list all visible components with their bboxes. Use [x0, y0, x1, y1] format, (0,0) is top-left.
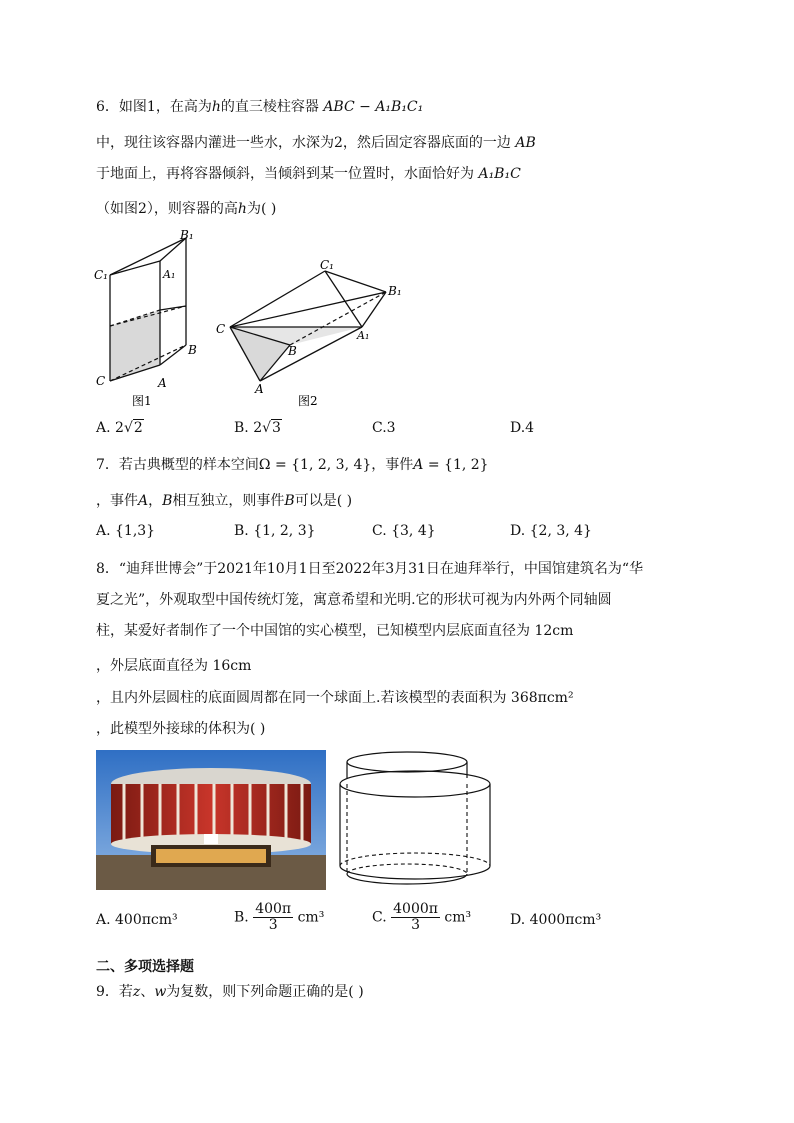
q6-line-3: 于地面上，再将容器倾斜，当倾斜到某一位置时，水面恰好为 A₁B₁C: [96, 166, 521, 182]
q8-option-c[interactable]: C. $\frac{4000\pi}{3}$ cm³: [372, 901, 472, 933]
q6-line-1: 6．如图1，在高为h的直三棱柱容器 ABC − A₁B₁C₁: [96, 99, 424, 115]
fig2-label-b: B: [288, 344, 297, 358]
q6-prism-formula: ABC − A₁B₁C₁: [323, 99, 424, 115]
q7-option-a[interactable]: A. {1,3}: [96, 523, 156, 539]
q6-line-2: 中，现往该容器内灌进一些水，水深为2，然后固定容器底面的一边 AB: [96, 135, 536, 151]
fig2-label-a: A: [255, 382, 264, 396]
q6-option-a[interactable]: A. 2√2: [96, 420, 143, 436]
fig1-label-b1: B₁: [180, 228, 194, 242]
q6-option-d[interactable]: D.4: [510, 420, 535, 436]
fig2-label-c: C: [216, 322, 226, 336]
q7-line-1: 7．若古典概型的样本空间Ω = {1, 2, 3, 4}，事件A = {1, 2}: [96, 457, 489, 473]
q8-line-5: ，且内外层圆柱的底面圆周都在同一个球面上.若该模型的表面积为 368πcm²: [96, 690, 574, 706]
fig1-caption: 图1: [132, 394, 152, 408]
fig2-label-b1: B₁: [388, 284, 402, 298]
q7-line-2: ，事件A，B相互独立，则事件B可以是( ): [96, 493, 353, 509]
q7-option-c[interactable]: C. {3, 4}: [372, 523, 436, 539]
fig2-label-c1: C₁: [320, 258, 334, 272]
figure-2-tilted-prism: [210, 255, 410, 415]
q8-line-6: ，此模型外接球的体积为( ): [96, 721, 266, 737]
q8-option-d[interactable]: D. 4000πcm³: [510, 912, 602, 928]
fig1-label-c1: C₁: [94, 268, 108, 282]
q8-option-b[interactable]: B. $\frac{400\pi}{3}$ cm³: [234, 901, 325, 933]
q8-line-4: ，外层底面直径为 16cm: [96, 658, 252, 674]
q6-line-4: （如图2），则容器的高h为( ): [96, 201, 277, 217]
q8-line-1: 8．“迪拜世博会”于2021年10月1日至2022年3月31日在迪拜举行，中国馆建筑名为“华: [96, 561, 644, 577]
q6-option-c[interactable]: C.3: [372, 420, 396, 436]
section-2-title: 二、多项选择题: [96, 959, 194, 975]
q7-option-d[interactable]: D. {2, 3, 4}: [510, 523, 592, 539]
fig2-label-a1: A₁: [357, 329, 370, 342]
fig2-caption: 图2: [298, 394, 318, 408]
q6-option-b[interactable]: B. 2√3: [234, 420, 281, 436]
coaxial-cylinders-figure: [335, 748, 505, 893]
q9-line-1: 9．若z、w为复数，则下列命题正确的是( ): [96, 984, 364, 1000]
fig1-label-a1: A₁: [163, 268, 176, 281]
q8-line-3: 柱，某爱好者制作了一个中国馆的实心模型，已知模型内层底面直径为 12cm: [96, 623, 574, 639]
figure-1-prism: [90, 228, 215, 413]
china-pavilion-photo: [96, 750, 326, 890]
fig1-label-b: B: [188, 343, 197, 357]
q8-option-a[interactable]: A. 400πcm³: [96, 912, 178, 928]
fig1-label-a: A: [158, 376, 167, 390]
q7-option-b[interactable]: B. {1, 2, 3}: [234, 523, 316, 539]
fig1-label-c: C: [96, 374, 106, 388]
q8-line-2: 夏之光”，外观取型中国传统灯笼，寓意希望和光明.它的形状可视为内外两个同轴圆: [96, 592, 612, 608]
fig1-water-face: [110, 310, 160, 381]
